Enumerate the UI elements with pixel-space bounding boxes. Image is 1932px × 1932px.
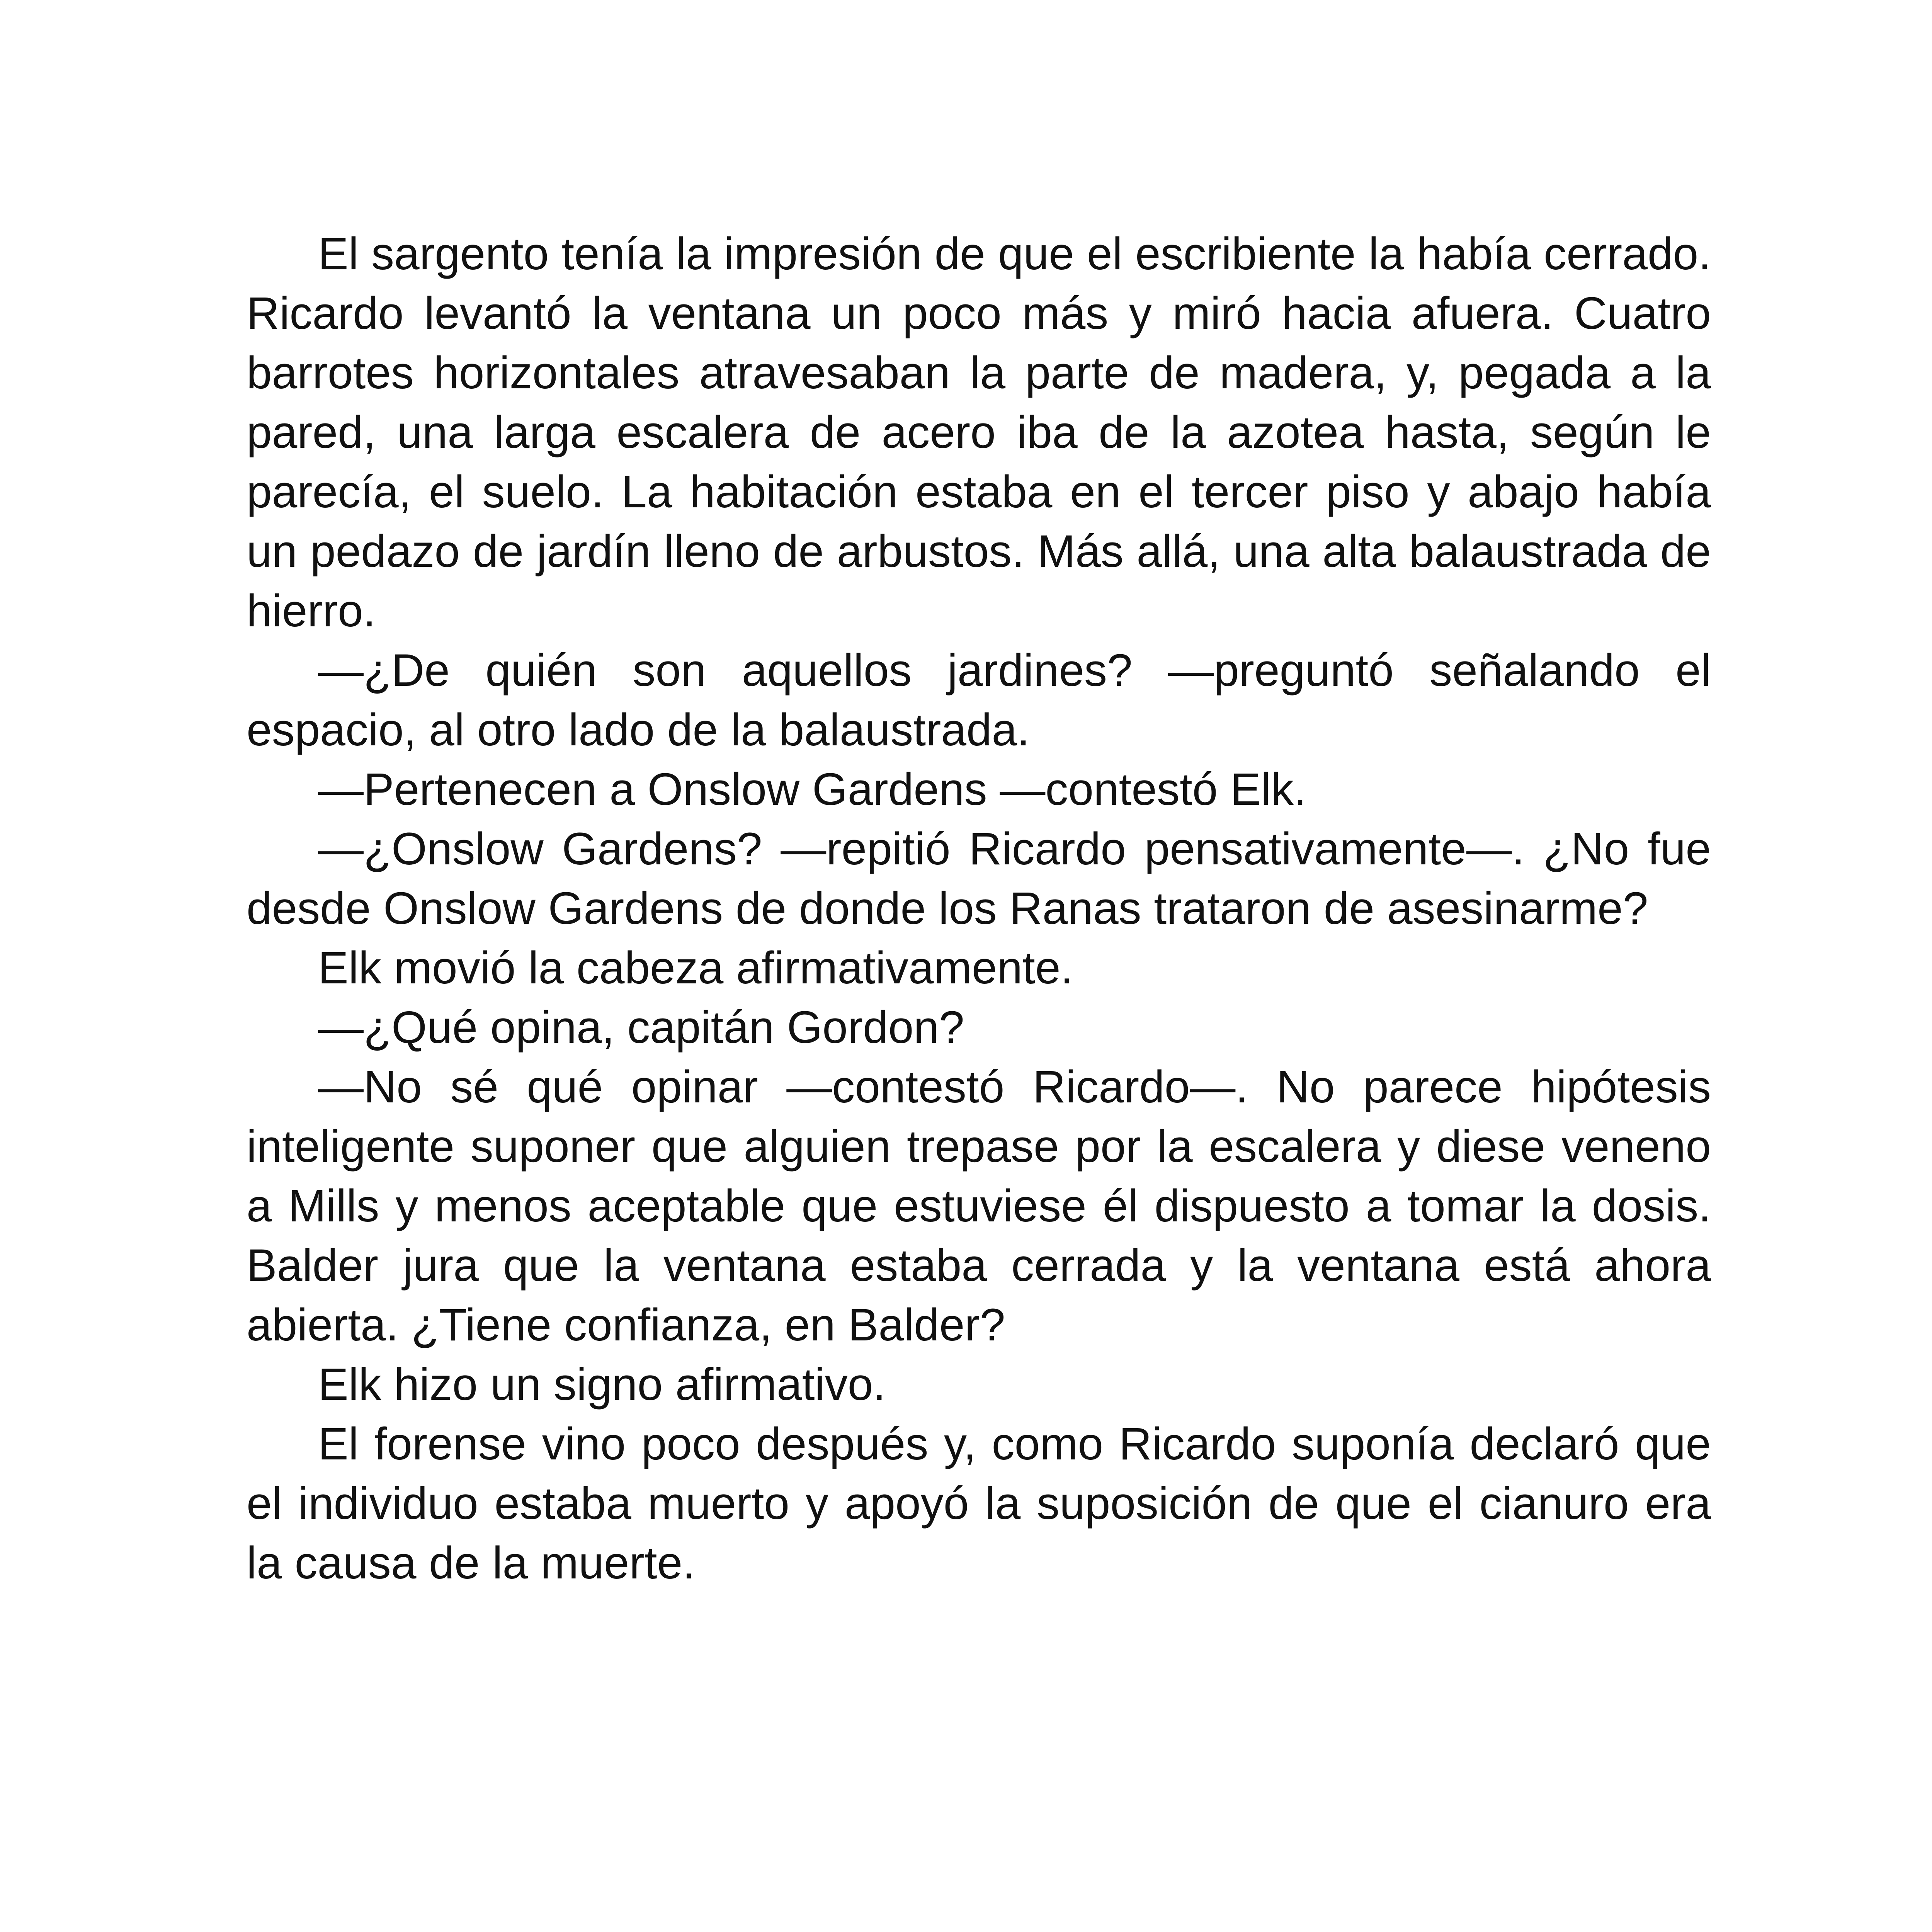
paragraph-1: El sargento tenía la impresión de que el escribiente la había cerrado. Ricardo levantó la ventana un poco más y miró hacia afuera. Cuatro barrotes horizontales atravesaban la parte de madera, y, pegada a la pared, una larga escalera de acero iba de la azotea hasta, según le parecía, el suelo. La habitación estaba en el tercer piso y abajo había un pedazo de jardín lleno de arbustos. Más allá, una alta balaustrada de hierro. <box>247 228 1711 636</box>
paragraph-9: El forense vino poco después y, como Ricardo suponía declaró que el individuo estaba muerto y apoyó la suposición de que el cianuro era la causa de la muerte. <box>247 1418 1711 1588</box>
paragraph-5: Elk movió la cabeza afirmativamente. <box>318 942 1073 993</box>
body-text <box>247 224 1711 1593</box>
paragraph-6: —¿Qué opina, capitán Gordon? <box>318 1002 964 1053</box>
paragraph-4: —¿Onslow Gardens? —repitió Ricardo pensativamente—. ¿No fue desde Onslow Gardens de donde los Ranas trataron de asesinarme? <box>247 823 1711 934</box>
paragraph-8: Elk hizo un signo afirmativo. <box>318 1359 886 1410</box>
paragraph-7: —No sé qué opinar —contestó Ricardo—. No parece hipótesis inteligente suponer que alguien trepase por la escalera y diese veneno a Mills y menos aceptable que estuviese él dispuesto a tomar la dosis. Balder jura que la ventana estaba cerrada y la ventana está ahora abierta. ¿Tiene confianza, en Balder? <box>247 1061 1711 1350</box>
paragraph-2: —¿De quién son aquellos jardines? —preguntó señalando el espacio, al otro lado de la balaustrada. <box>247 645 1711 755</box>
paragraph-3: —Pertenecen a Onslow Gardens —contestó Elk. <box>318 764 1306 815</box>
